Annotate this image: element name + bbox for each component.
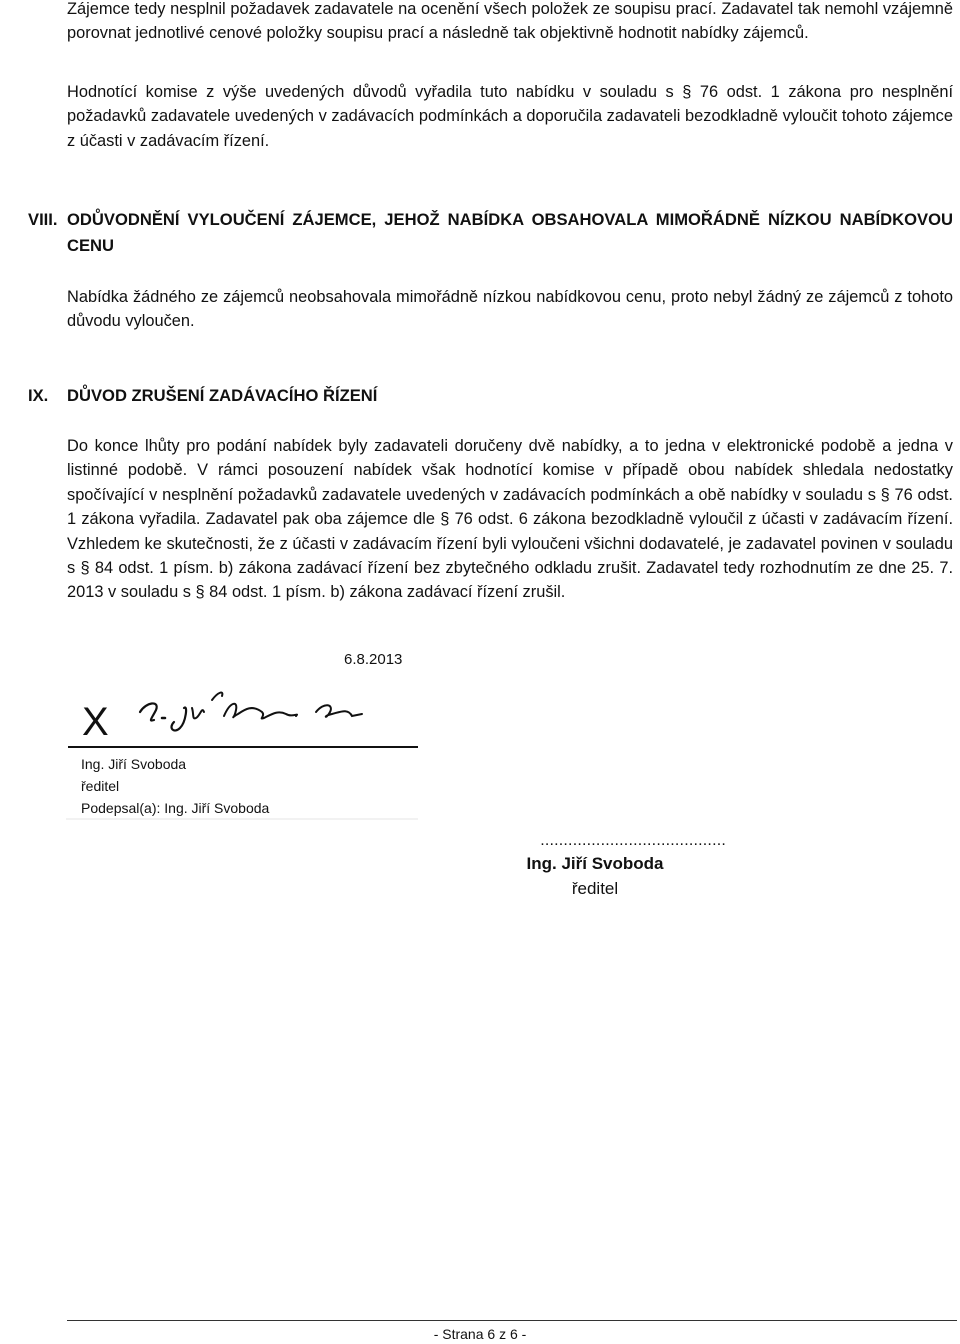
signature-role: ředitel — [81, 778, 120, 794]
section-title-ix: DŮVOD ZRUŠENÍ ZADÁVACÍHO ŘÍZENÍ — [67, 386, 378, 405]
footer-divider — [67, 1320, 957, 1321]
page-number: - Strana 6 z 6 - — [433, 1326, 527, 1342]
signature-mark: X — [82, 700, 109, 744]
signature-block-border — [66, 818, 418, 820]
section-number-ix: IX. — [28, 386, 49, 405]
section-text-ix: Do konce lhůty pro podání nabídek byly zadavateli doručeny dvě nabídky, a to jedna v elektronické podobě a jedna v listinné podobě. V rámci posouzení nabídek však hodnotící komise v případě obou nabídek shledala nedostatky spočívající v nesplnění požadavků zadavatele uvedených v zadávacích podmínkách a obě nabídky v souladu s § 76 odst. 1 zákona vyřadila. Zadavatel pak oba zájemce dle § 76 odst. 6 zákona bezodkladně vyloučil z účasti v zadávacím řízení. Vzhledem ke skutečnosti, že z účasti v zadávacím řízení byli vyloučeni všichni dodavatelé, je zadavatel povinen v souladu s § 84 odst. 1 písm. b) zákona zadávací řízení bez zbytečného odkladu zrušit. Zadavatel tedy rozhodnutím ze dne 25. 7. 2013 v souladu s § 84 odst. 1 písm. b) zákona zadávací řízení zrušil. — [67, 437, 953, 602]
section-title-viii: ODŮVODNĚNÍ VYLOUČENÍ ZÁJEMCE, JEHOŽ NABÍDKA OBSAHOVALA MIMOŘÁDNĚ NÍZKOU NABÍDKOVOU CENU — [67, 210, 953, 255]
signature-line — [68, 746, 418, 748]
section-text-viii: Nabídka žádného ze zájemců neobsahovala mimořádně nízkou nabídkovou cenu, proto nebyl žádný ze zájemců z tohoto důvodu vyloučen. — [67, 288, 953, 331]
paragraph-commission-decision: Hodnotící komise z výše uvedených důvodů vyřadila tuto nabídku v souladu s § 76 odst. 1 zákona pro nesplnění požadavků zadavatele uvedených v zadávacích podmínkách a doporučila zadavateli bezodkladně vyloučit tohoto zájemce z účasti v zadávacím řízení. — [67, 83, 953, 150]
section-number-viii: VIII. — [28, 210, 58, 229]
handwritten-signature — [126, 682, 416, 742]
paragraph-rejection-reason: Zájemce tedy nesplnil požadavek zadavatele na ocenění všech položek ze soupisu prací. Zadavatel tak nemohl vzájemně porovnat jednotlivé cenové položky soupisu prací a následně tak objektivně hodnotit nabídky zájemců. — [67, 0, 953, 43]
signature-name: Ing. Jiří Svoboda — [81, 756, 187, 772]
signature-date: 6.8.2013 — [344, 651, 403, 668]
signer-title: ředitel — [571, 879, 619, 898]
signature-dots: ........................................ — [540, 832, 726, 849]
digital-signature-block — [66, 682, 416, 820]
signature-signed-by: Podepsal(a): Ing. Jiří Svoboda — [81, 800, 270, 816]
signer-name: Ing. Jiří Svoboda — [526, 854, 664, 873]
